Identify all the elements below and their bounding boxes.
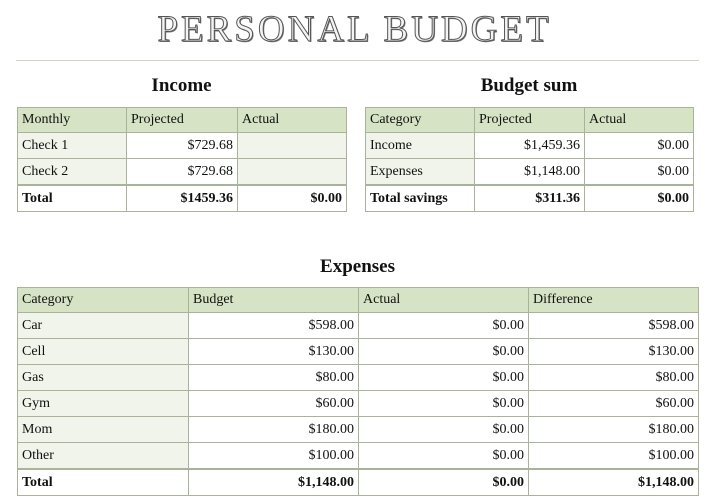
table-row (18, 313, 699, 339)
budget-sum-header-actual: Actual (585, 108, 694, 133)
expense-row-actual[interactable]: $0.00 (359, 339, 529, 365)
budget-sum-total-row (366, 185, 694, 212)
expenses-header-budget: Budget (189, 288, 359, 313)
expense-row-budget[interactable]: $180.00 (189, 417, 359, 443)
expenses-total-budget[interactable]: $1,148.00 (189, 469, 359, 496)
table-row (18, 159, 347, 186)
income-table (17, 107, 347, 212)
income-title: Income (151, 75, 212, 96)
expense-row-actual[interactable]: $0.00 (359, 313, 529, 339)
budget-sum-total-label[interactable]: Total savings (366, 185, 475, 212)
income-row-actual[interactable] (238, 133, 347, 159)
table-row (18, 417, 699, 443)
expenses-total-row (18, 469, 699, 496)
expense-row-difference[interactable]: $598.00 (529, 313, 699, 339)
expense-row-difference[interactable]: $60.00 (529, 391, 699, 417)
table-row (18, 339, 699, 365)
table-row (18, 365, 699, 391)
expenses-header-category: Category (18, 288, 189, 313)
expenses-header-row (18, 288, 699, 313)
budget-sum-row-actual[interactable]: $0.00 (585, 133, 694, 159)
expense-row-budget[interactable]: $100.00 (189, 443, 359, 470)
expense-row-category[interactable]: Car (18, 313, 189, 339)
expenses-title: Expenses (320, 256, 395, 277)
budget-sum-row-actual[interactable]: $0.00 (585, 159, 694, 186)
table-row (18, 391, 699, 417)
table-row (18, 133, 347, 159)
expense-row-actual[interactable]: $0.00 (359, 417, 529, 443)
expenses-header-actual: Actual (359, 288, 529, 313)
budget-sum-row-projected[interactable]: $1,148.00 (475, 159, 585, 186)
expense-row-category[interactable]: Gas (18, 365, 189, 391)
budget-sum-total-projected[interactable]: $311.36 (475, 185, 585, 212)
income-row-projected[interactable]: $729.68 (127, 133, 238, 159)
expenses-header-difference: Difference (529, 288, 699, 313)
expenses-table (17, 287, 699, 496)
income-total-label[interactable]: Total (18, 185, 127, 212)
income-header-monthly: Monthly (18, 108, 127, 133)
table-row (366, 133, 694, 159)
budget-sum-title: Budget sum (480, 75, 578, 96)
income-row-label[interactable]: Check 2 (18, 159, 127, 186)
title-divider (16, 60, 699, 61)
expense-row-budget[interactable]: $130.00 (189, 339, 359, 365)
expense-row-category[interactable]: Other (18, 443, 189, 470)
budget-sum-header-category: Category (366, 108, 475, 133)
expense-row-category[interactable]: Cell (18, 339, 189, 365)
income-header-projected: Projected (127, 108, 238, 133)
budget-sum-total-actual[interactable]: $0.00 (585, 185, 694, 212)
income-total-actual[interactable]: $0.00 (238, 185, 347, 212)
page-title: PERSONAL BUDGET (157, 9, 552, 50)
income-header-row (18, 108, 347, 133)
table-row (366, 159, 694, 186)
income-row-actual[interactable] (238, 159, 347, 186)
budget-sum-header-projected: Projected (475, 108, 585, 133)
expense-row-difference[interactable]: $100.00 (529, 443, 699, 470)
expense-row-actual[interactable]: $0.00 (359, 365, 529, 391)
expense-row-difference[interactable]: $180.00 (529, 417, 699, 443)
expenses-total-label[interactable]: Total (18, 469, 189, 496)
budget-sum-row-label[interactable]: Expenses (366, 159, 475, 186)
income-total-projected[interactable]: $1459.36 (127, 185, 238, 212)
expense-row-budget[interactable]: $598.00 (189, 313, 359, 339)
expense-row-category[interactable]: Gym (18, 391, 189, 417)
income-row-label[interactable]: Check 1 (18, 133, 127, 159)
table-row (18, 443, 699, 470)
expense-row-difference[interactable]: $130.00 (529, 339, 699, 365)
income-total-row (18, 185, 347, 212)
budget-sum-header-row (366, 108, 694, 133)
budget-sum-table (365, 107, 694, 212)
expense-row-budget[interactable]: $60.00 (189, 391, 359, 417)
expense-row-actual[interactable]: $0.00 (359, 443, 529, 470)
expense-row-category[interactable]: Mom (18, 417, 189, 443)
expenses-total-difference[interactable]: $1,148.00 (529, 469, 699, 496)
expense-row-budget[interactable]: $80.00 (189, 365, 359, 391)
expenses-total-actual[interactable]: $0.00 (359, 469, 529, 496)
budget-sum-row-projected[interactable]: $1,459.36 (475, 133, 585, 159)
expense-row-difference[interactable]: $80.00 (529, 365, 699, 391)
income-row-projected[interactable]: $729.68 (127, 159, 238, 186)
budget-sum-row-label[interactable]: Income (366, 133, 475, 159)
expense-row-actual[interactable]: $0.00 (359, 391, 529, 417)
income-header-actual: Actual (238, 108, 347, 133)
